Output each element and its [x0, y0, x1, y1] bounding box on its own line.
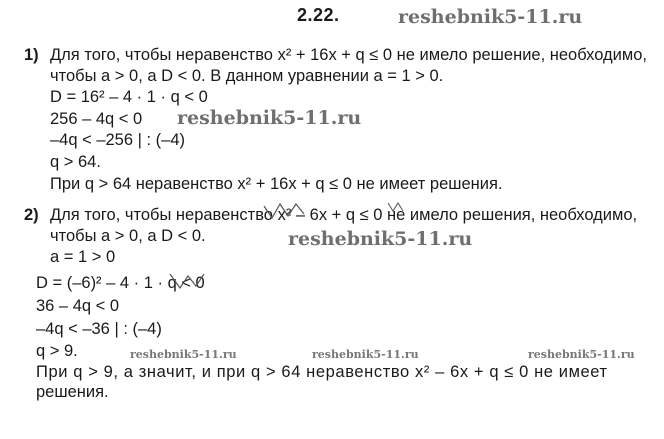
part1-label: 1): [24, 46, 39, 64]
watermark: reshebnik5-11.ru: [398, 6, 583, 28]
part2-line-2: чтобы a > 0, а D < 0.: [50, 227, 206, 245]
part1-text-1: Для того, чтобы неравенство x² + 16x + q ≤ 0 не имело решение, необходимо,: [50, 46, 647, 64]
problem-number: 2.22.: [297, 5, 340, 25]
part2-line-4: D = (–6)² – 4 · 1 · q < 0: [36, 274, 205, 292]
part1-line-6: q > 64.: [50, 153, 101, 171]
part2-line-7: q > 9.: [36, 342, 78, 360]
part2-text-1: Для того, чтобы неравенство x² – 6x + q ≤ 0 не имело решения, необходимо,: [50, 206, 638, 224]
part2-line-1: [24, 205, 637, 225]
watermark: reshebnik5-11.ru: [177, 107, 362, 129]
watermark: reshebnik5-11.ru: [130, 348, 237, 361]
part1-line-5: –4q < –256 | : (–4): [50, 131, 186, 149]
part2-line-8: При q > 9, а значит, и при q > 64 неравенство x² – 6x + q ≤ 0 не имеет: [36, 363, 608, 381]
part2-line-5: 36 – 4q < 0: [36, 297, 120, 315]
watermark: reshebnik5-11.ru: [528, 348, 635, 361]
part2-line-6: –4q < –36 | : (–4): [36, 320, 162, 338]
scribble-mark: [262, 200, 312, 222]
part1-line-2: чтобы a > 0, а D < 0. В данном уравнении a = 1 > 0.: [50, 67, 444, 85]
part2-label: 2): [24, 206, 39, 224]
part2-line-9: решения.: [36, 383, 109, 401]
watermark: reshebnik5-11.ru: [312, 348, 419, 361]
watermark: reshebnik5-11.ru: [288, 228, 473, 250]
scribble-mark: [168, 270, 206, 292]
part1-line-3: D = 16² – 4 · 1 · q < 0: [50, 88, 208, 106]
part1-line-4: 256 – 4q < 0: [50, 110, 143, 128]
part1-line-7: При q > 64 неравенство x² + 16x + q ≤ 0 не имеет решения.: [50, 175, 503, 193]
part2-line-3: a = 1 > 0: [50, 248, 116, 266]
part1-line-1: [24, 45, 647, 65]
scribble-mark: [387, 201, 405, 213]
